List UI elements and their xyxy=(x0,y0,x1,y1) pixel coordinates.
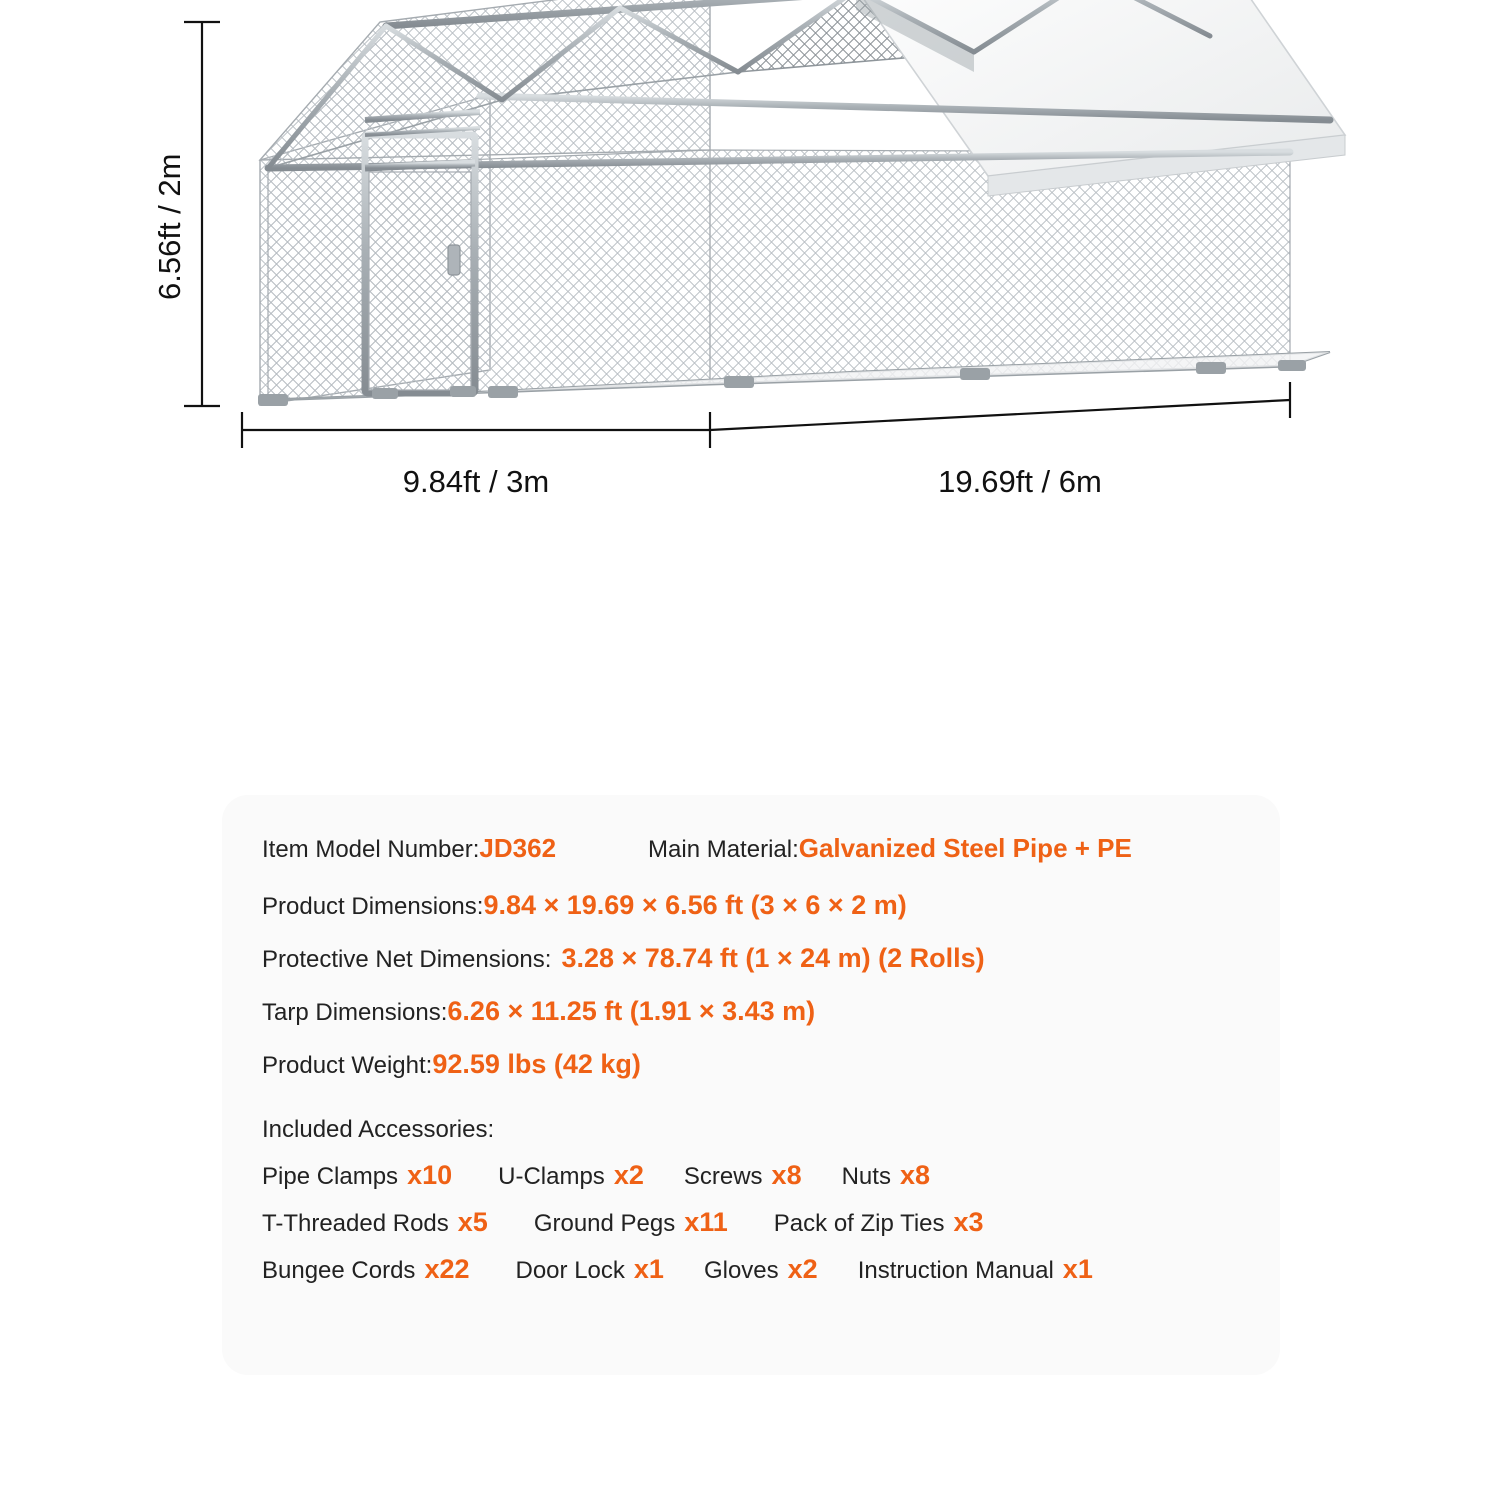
accessory-item xyxy=(842,1160,930,1191)
dimension-height-label: 6.56ft / 2m xyxy=(152,153,187,300)
accessory-item xyxy=(262,1160,452,1191)
dimension-length-label: 19.69ft / 6m xyxy=(938,464,1102,499)
accessory-name: T-Threaded Rods xyxy=(262,1210,449,1237)
row-product-dimensions xyxy=(262,890,1240,921)
accessory-name: Door Lock xyxy=(515,1257,625,1284)
accessory-qty: x10 xyxy=(407,1160,453,1190)
model-number-value: JD362 xyxy=(479,833,557,863)
product-weight-value: 92.59 lbs (42 kg) xyxy=(432,1049,641,1079)
specification-card xyxy=(222,795,1280,1375)
row-tarp-dimensions xyxy=(262,996,1240,1027)
net-dimensions-label: Protective Net Dimensions: xyxy=(262,946,552,973)
dimension-width-label: 9.84ft / 3m xyxy=(402,464,550,499)
row-net-dimensions xyxy=(262,943,1240,974)
accessory-name: Ground Pegs xyxy=(533,1210,676,1237)
product-dimensions-label: Product Dimensions: xyxy=(262,893,484,920)
accessory-item xyxy=(516,1254,664,1285)
accessory-qty: x22 xyxy=(424,1254,470,1284)
accessories-row xyxy=(262,1160,1240,1191)
accessory-qty: x11 xyxy=(684,1207,728,1237)
accessory-item xyxy=(262,1254,470,1285)
accessories-row xyxy=(262,1254,1240,1285)
accessory-qty: x2 xyxy=(787,1254,818,1284)
accessory-name: Pipe Clamps xyxy=(262,1163,399,1190)
accessory-qty: x3 xyxy=(953,1207,984,1237)
accessory-name: Instruction Manual xyxy=(857,1257,1054,1284)
row-model-material xyxy=(262,833,1240,864)
accessory-item xyxy=(704,1254,818,1285)
accessory-item xyxy=(262,1207,488,1238)
accessory-name: Bungee Cords xyxy=(262,1257,416,1284)
accessory-name: Pack of Zip Ties xyxy=(773,1210,945,1237)
accessory-name: Gloves xyxy=(703,1257,779,1284)
product-illustration xyxy=(150,0,1350,760)
net-dimensions-value: 3.28 × 78.74 ft (1 × 24 m) (2 Rolls) xyxy=(561,943,985,973)
accessory-item xyxy=(684,1160,802,1191)
accessory-qty: x5 xyxy=(457,1207,488,1237)
accessory-qty: x1 xyxy=(1062,1254,1093,1284)
product-weight-label: Product Weight: xyxy=(262,1052,433,1079)
accessory-name: Screws xyxy=(683,1163,763,1190)
main-material-value: Galvanized Steel Pipe + PE xyxy=(798,833,1132,863)
accessories-title: Included Accessories: xyxy=(262,1116,495,1143)
main-material-label: Main Material: xyxy=(648,836,799,863)
accessory-qty: x8 xyxy=(771,1160,802,1190)
accessory-name: Nuts xyxy=(841,1163,891,1190)
product-dimensions-value: 9.84 × 19.69 × 6.56 ft (3 × 6 × 2 m) xyxy=(483,890,907,920)
model-number-label: Item Model Number: xyxy=(262,836,480,863)
accessory-qty: x2 xyxy=(613,1160,644,1190)
accessory-qty: x8 xyxy=(899,1160,930,1190)
accessory-item xyxy=(774,1207,984,1238)
accessory-item xyxy=(534,1207,728,1238)
tarp-dimensions-value: 6.26 × 11.25 ft (1.91 × 3.43 m) xyxy=(447,996,816,1026)
accessory-name: U-Clamps xyxy=(498,1163,605,1190)
accessories-row xyxy=(262,1207,1240,1238)
accessory-qty: x1 xyxy=(633,1254,664,1284)
accessory-item xyxy=(858,1254,1093,1285)
row-product-weight xyxy=(262,1049,1240,1080)
tarp-dimensions-label: Tarp Dimensions: xyxy=(262,999,448,1026)
accessory-item xyxy=(498,1160,644,1191)
